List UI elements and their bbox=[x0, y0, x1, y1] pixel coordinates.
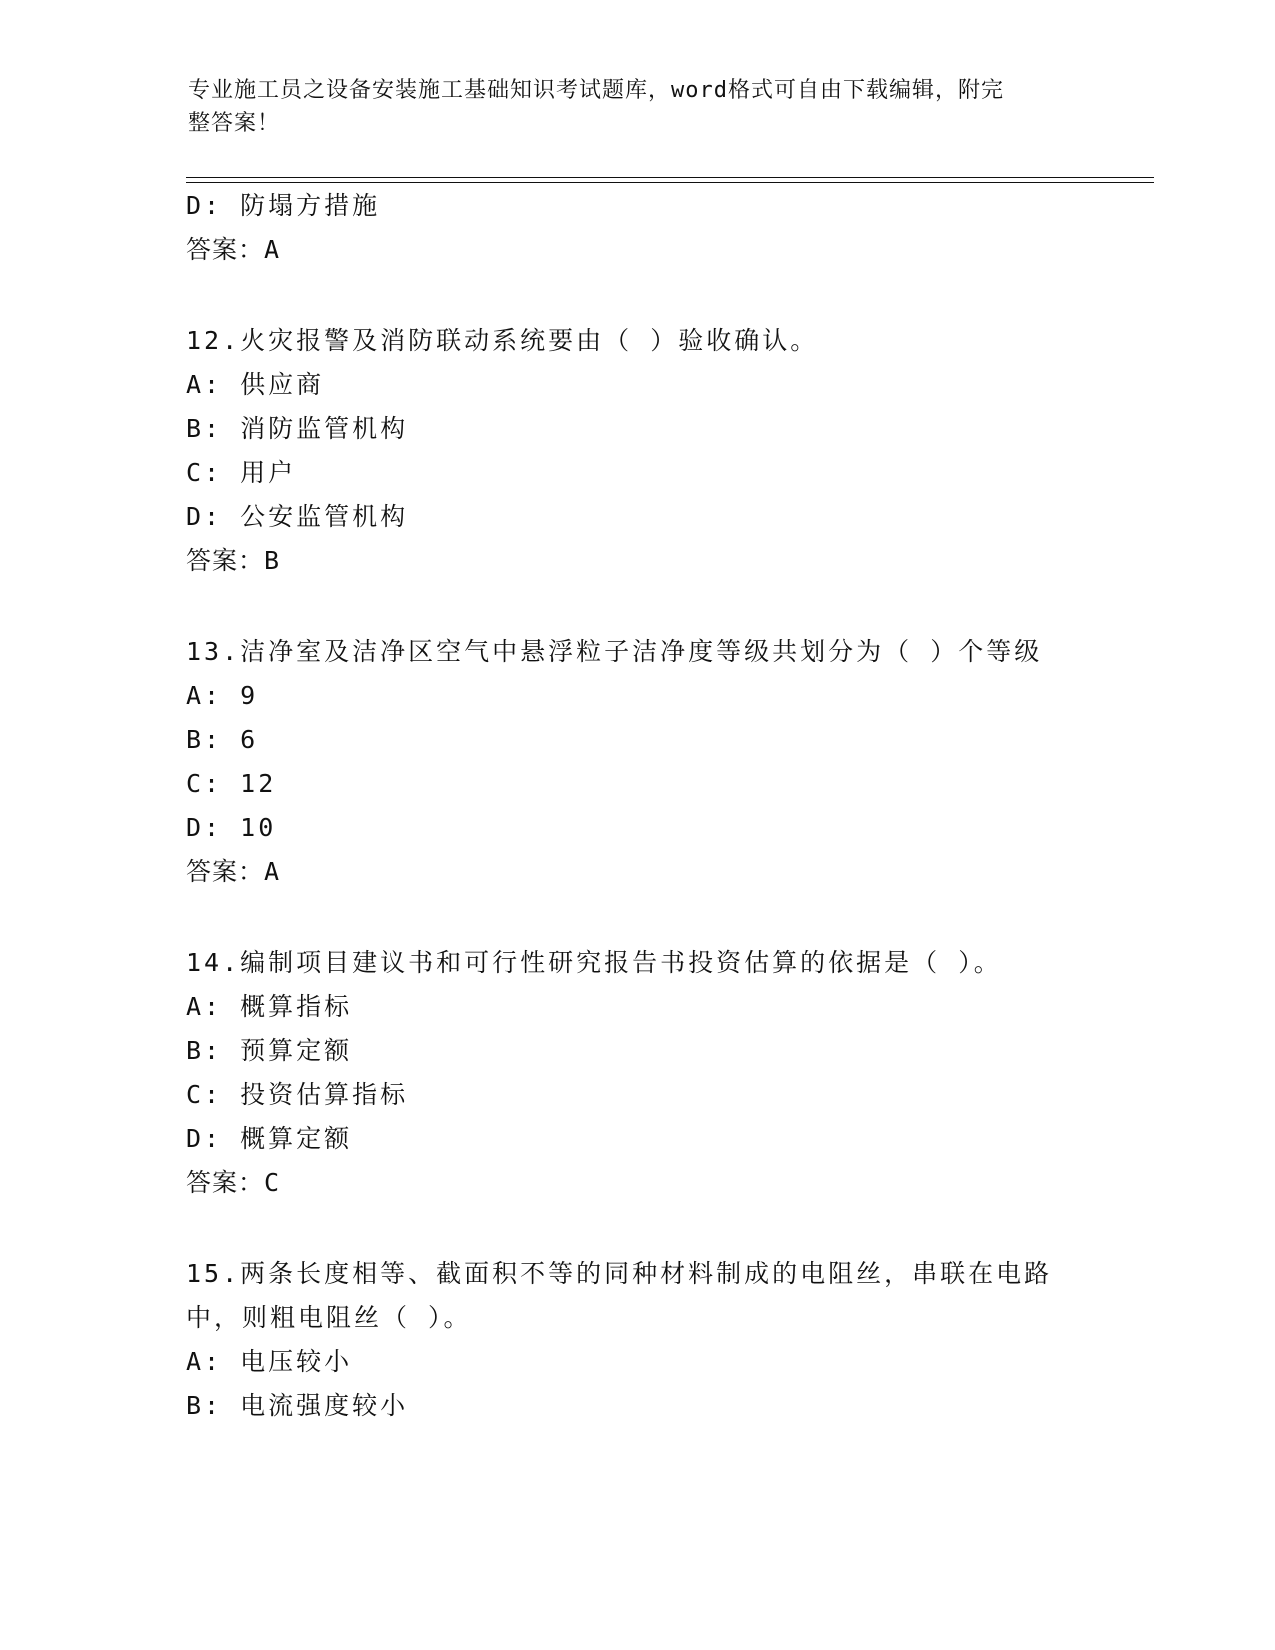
header-line-2: 整答案！ bbox=[188, 111, 281, 136]
header-line-1: 专业施工员之设备安装施工基础知识考试题库，word格式可自由下载编辑，附完 bbox=[188, 78, 1004, 103]
question-13-option-b: B: 6 bbox=[186, 725, 259, 754]
answer-label: 答案： bbox=[186, 235, 265, 264]
question-13-option-a: A: 9 bbox=[186, 681, 259, 710]
question-14-option-d: D: 概算定额 bbox=[186, 1124, 353, 1153]
question-13-answer bbox=[186, 856, 280, 888]
question-13-option-d: D: 10 bbox=[186, 813, 277, 842]
question-12-option-b: B: 消防监管机构 bbox=[186, 414, 409, 443]
question-15-text-line-2: 中，则粗电阻丝（ ）。 bbox=[186, 1303, 472, 1332]
carry-over-option-d: D: 防塌方措施 bbox=[186, 191, 381, 220]
question-14-option-c: C: 投资估算指标 bbox=[186, 1080, 409, 1109]
question-14-text: 14.编制项目建议书和可行性研究报告书投资估算的依据是（ ）。 bbox=[186, 948, 1002, 977]
header-divider-top bbox=[186, 177, 1154, 178]
carry-over-answer bbox=[186, 234, 280, 266]
question-14-answer bbox=[186, 1167, 280, 1199]
question-14-option-b: B: 预算定额 bbox=[186, 1036, 353, 1065]
question-12-option-a: A: 供应商 bbox=[186, 370, 325, 399]
question-15-option-b: B: 电流强度较小 bbox=[186, 1391, 409, 1420]
question-12-option-d: D: 公安监管机构 bbox=[186, 502, 409, 531]
question-15-option-a: A: 电压较小 bbox=[186, 1347, 353, 1376]
question-15-text-line-1: 15.两条长度相等、截面积不等的同种材料制成的电阻丝，串联在电路 bbox=[186, 1259, 1053, 1288]
question-13-text: 13.洁净室及洁净区空气中悬浮粒子洁净度等级共划分为（ ）个等级 bbox=[186, 637, 1043, 666]
answer-value: B bbox=[264, 546, 281, 575]
answer-value: A bbox=[264, 235, 281, 264]
question-12-answer bbox=[186, 545, 280, 577]
answer-label: 答案： bbox=[186, 546, 265, 575]
header-divider-bottom bbox=[186, 182, 1154, 183]
answer-label: 答案： bbox=[186, 857, 265, 886]
answer-value: A bbox=[264, 857, 281, 886]
question-12-option-c: C: 用户 bbox=[186, 458, 297, 487]
question-13-option-c: C: 12 bbox=[186, 769, 277, 798]
question-14-option-a: A: 概算指标 bbox=[186, 992, 353, 1021]
document-header bbox=[188, 74, 1068, 140]
question-12-text: 12.火灾报警及消防联动系统要由（ ）验收确认。 bbox=[186, 326, 819, 355]
answer-value: C bbox=[264, 1168, 281, 1197]
answer-label: 答案： bbox=[186, 1168, 265, 1197]
